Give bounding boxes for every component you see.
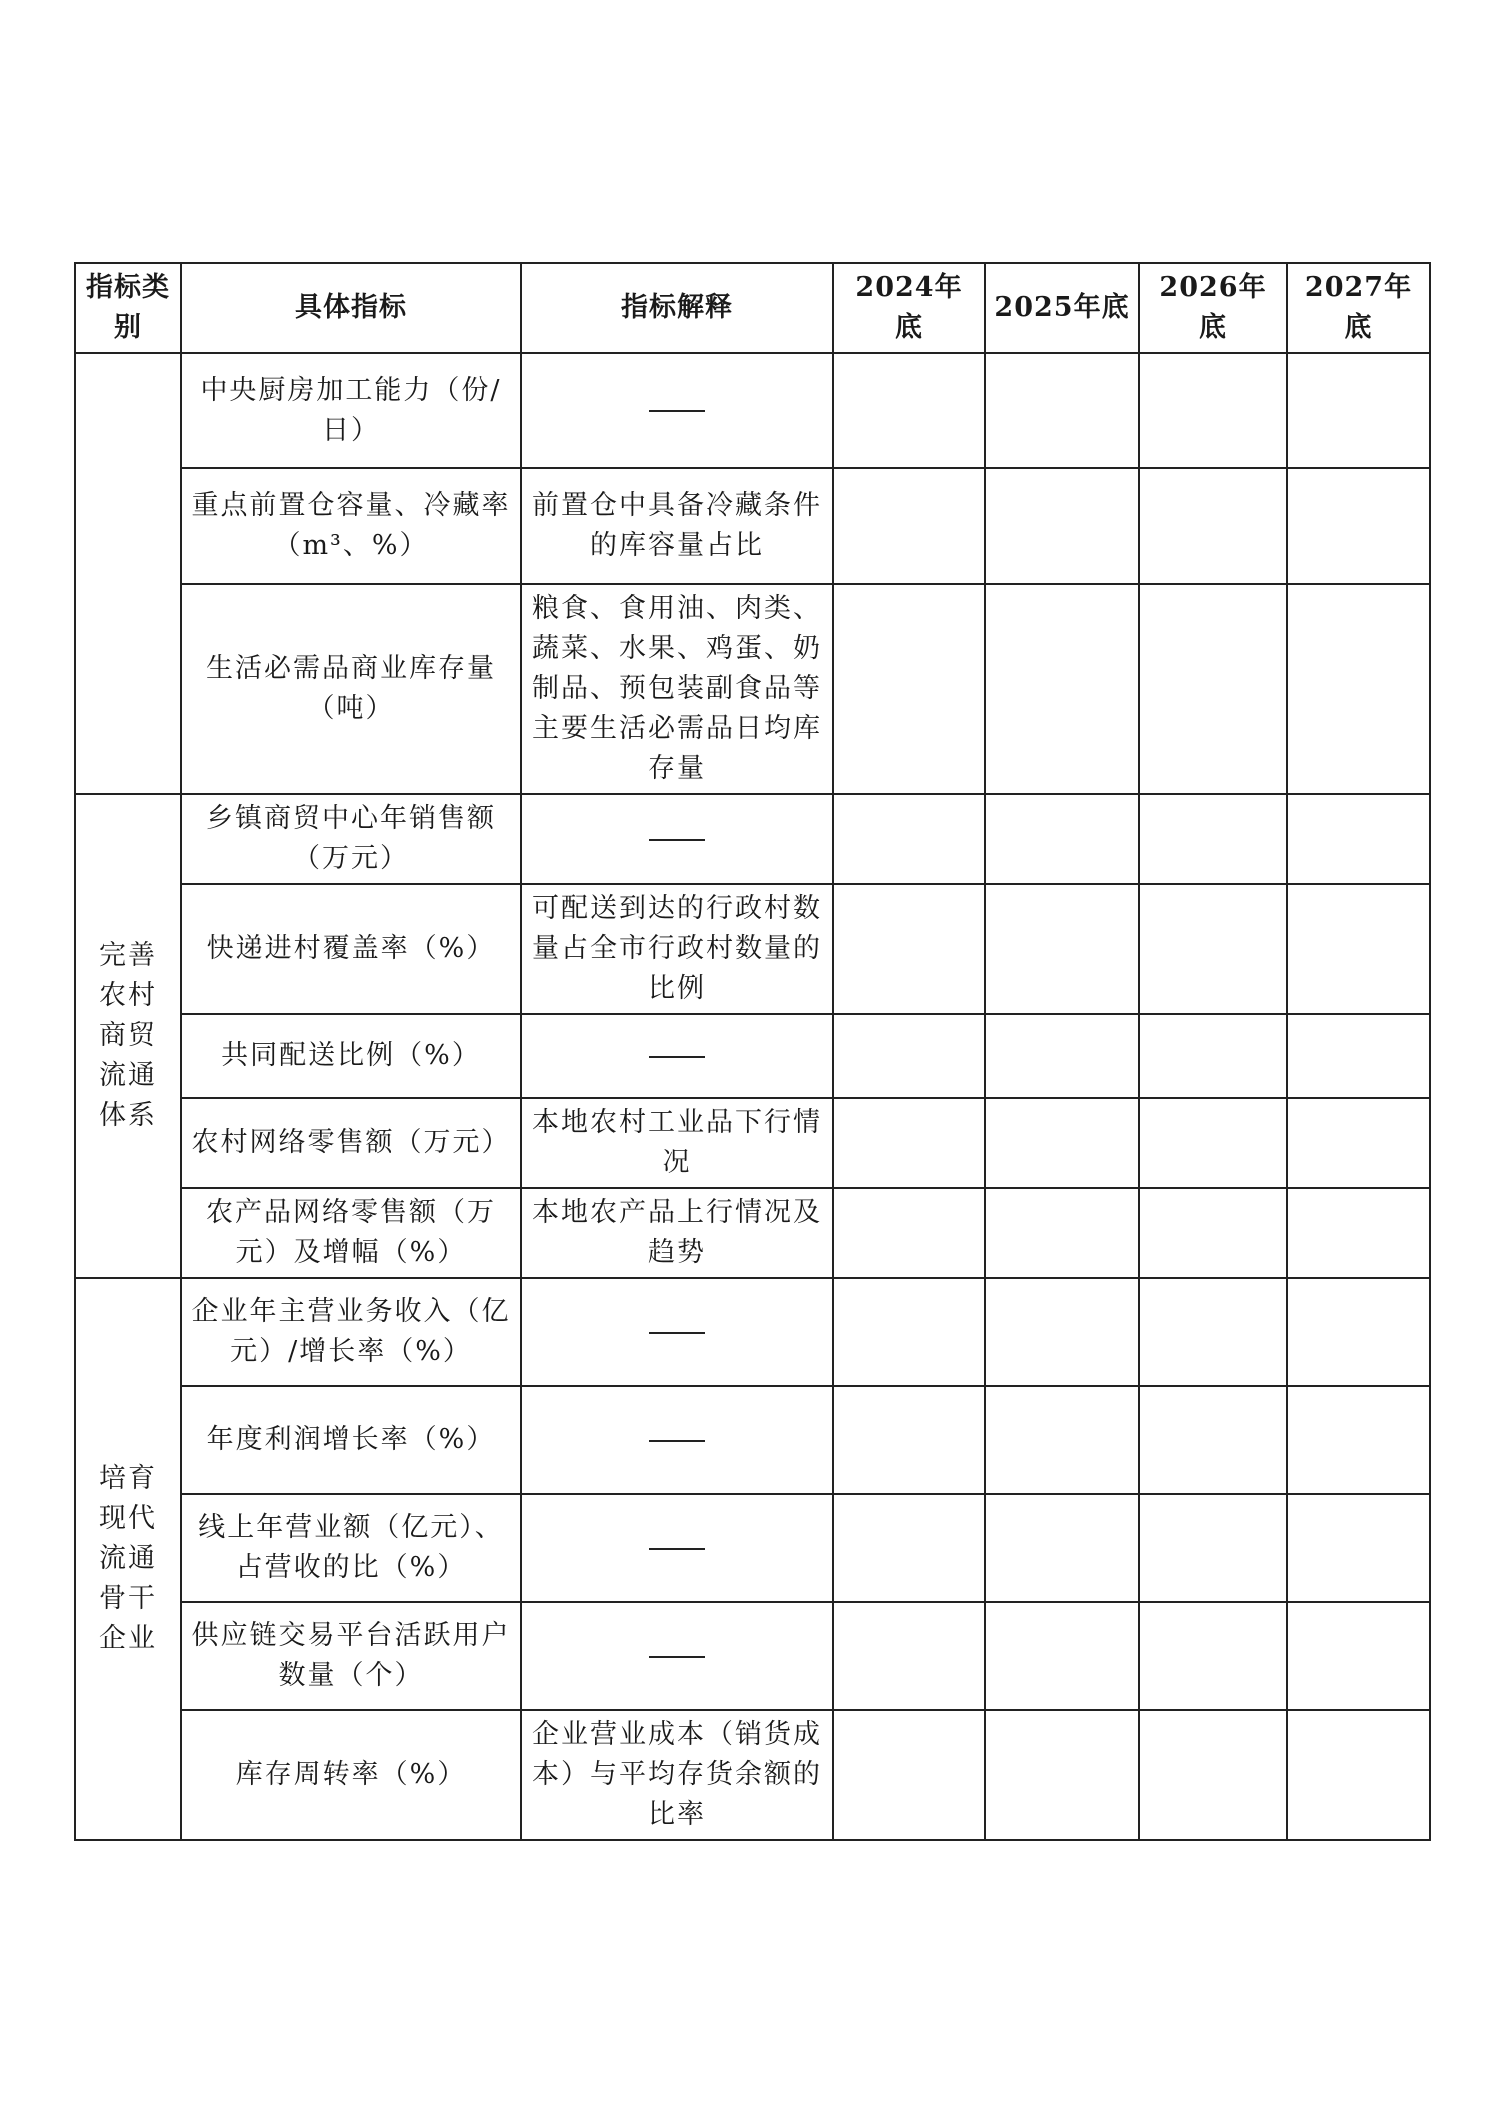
year-value-cell xyxy=(985,353,1139,468)
year-value-cell xyxy=(833,794,985,884)
table-row xyxy=(75,1098,1430,1188)
year-value-cell xyxy=(985,1386,1139,1494)
year-value-cell xyxy=(985,1710,1139,1840)
year-value-cell xyxy=(985,1494,1139,1602)
year-value-cell xyxy=(1287,1710,1430,1840)
indicator-table xyxy=(74,262,1431,1841)
year-value-cell xyxy=(985,584,1139,794)
year-value-cell xyxy=(985,1602,1139,1710)
year-value-cell xyxy=(985,1278,1139,1386)
year-value-cell xyxy=(1139,584,1287,794)
year-value-cell xyxy=(1287,468,1430,584)
year-value-cell xyxy=(1139,1278,1287,1386)
year-value-cell xyxy=(1139,353,1287,468)
dash-placeholder xyxy=(649,1656,705,1658)
year-value-cell xyxy=(833,1278,985,1386)
year-value-cell xyxy=(1287,794,1430,884)
indicator-cell: 农村网络零售额（万元） xyxy=(181,1098,521,1188)
indicator-cell: 库存周转率（%） xyxy=(181,1710,521,1840)
table-row xyxy=(75,468,1430,584)
indicator-cell: 中央厨房加工能力（份/日） xyxy=(181,353,521,468)
year-value-cell xyxy=(985,1188,1139,1278)
header-year-2024: 2024年底 xyxy=(833,263,985,353)
indicator-cell: 供应链交易平台活跃用户数量（个） xyxy=(181,1602,521,1710)
category-label: 培育现代流通骨干企业 xyxy=(99,1463,157,1654)
indicator-cell: 年度利润增长率（%） xyxy=(181,1386,521,1494)
year-value-cell xyxy=(1287,353,1430,468)
explanation-cell: 可配送到达的行政村数量占全市行政村数量的比例 xyxy=(521,884,833,1014)
year-value-cell xyxy=(833,1710,985,1840)
year-value-cell xyxy=(1287,1494,1430,1602)
explanation-cell xyxy=(521,1278,833,1386)
header-row xyxy=(75,263,1430,353)
indicator-cell: 农产品网络零售额（万元）及增幅（%） xyxy=(181,1188,521,1278)
table-row xyxy=(75,1188,1430,1278)
year-value-cell xyxy=(833,468,985,584)
header-year-2027: 2027年底 xyxy=(1287,263,1430,353)
year-value-cell xyxy=(985,884,1139,1014)
year-value-cell xyxy=(1139,1494,1287,1602)
header-category: 指标类别 xyxy=(75,263,181,353)
year-value-cell xyxy=(1139,884,1287,1014)
table-row xyxy=(75,1494,1430,1602)
header-indicator: 具体指标 xyxy=(181,263,521,353)
year-value-cell xyxy=(1287,1278,1430,1386)
header-explanation: 指标解释 xyxy=(521,263,833,353)
year-value-cell xyxy=(1287,1386,1430,1494)
table-row xyxy=(75,794,1430,884)
table-row xyxy=(75,1278,1430,1386)
year-value-cell xyxy=(833,884,985,1014)
header-year-2025: 2025年底 xyxy=(985,263,1139,353)
indicator-cell: 快递进村覆盖率（%） xyxy=(181,884,521,1014)
category-label: 完善农村商贸流通体系 xyxy=(99,940,157,1131)
year-value-cell xyxy=(1139,1098,1287,1188)
table-row xyxy=(75,1602,1430,1710)
dash-placeholder xyxy=(649,1332,705,1334)
year-value-cell xyxy=(833,1098,985,1188)
year-value-cell xyxy=(985,1098,1139,1188)
table-row xyxy=(75,353,1430,468)
explanation-cell: 前置仓中具备冷藏条件的库容量占比 xyxy=(521,468,833,584)
dash-placeholder xyxy=(649,839,705,841)
explanation-cell: 企业营业成本（销货成本）与平均存货余额的比率 xyxy=(521,1710,833,1840)
indicator-cell: 乡镇商贸中心年销售额（万元） xyxy=(181,794,521,884)
dash-placeholder xyxy=(649,1056,705,1058)
table-row xyxy=(75,1710,1430,1840)
year-value-cell xyxy=(985,1014,1139,1098)
table-body xyxy=(75,353,1430,1840)
year-value-cell xyxy=(833,1494,985,1602)
explanation-cell xyxy=(521,353,833,468)
indicator-cell: 共同配送比例（%） xyxy=(181,1014,521,1098)
year-value-cell xyxy=(1287,1014,1430,1098)
year-value-cell xyxy=(833,1188,985,1278)
dash-placeholder xyxy=(649,410,705,412)
year-value-cell xyxy=(833,353,985,468)
explanation-cell xyxy=(521,794,833,884)
year-value-cell xyxy=(1139,1014,1287,1098)
year-value-cell xyxy=(1139,1602,1287,1710)
explanation-cell xyxy=(521,1386,833,1494)
table-row xyxy=(75,1014,1430,1098)
category-cell xyxy=(75,794,181,1278)
category-cell xyxy=(75,353,181,794)
year-value-cell xyxy=(1139,1710,1287,1840)
year-value-cell xyxy=(1287,584,1430,794)
explanation-cell xyxy=(521,1014,833,1098)
table-row xyxy=(75,584,1430,794)
year-value-cell xyxy=(1139,794,1287,884)
table-row xyxy=(75,1386,1430,1494)
year-value-cell xyxy=(1287,884,1430,1014)
indicator-cell: 线上年营业额（亿元）、占营收的比（%） xyxy=(181,1494,521,1602)
table-row xyxy=(75,884,1430,1014)
dash-placeholder xyxy=(649,1440,705,1442)
year-value-cell xyxy=(1287,1098,1430,1188)
year-value-cell xyxy=(1139,468,1287,584)
year-value-cell xyxy=(833,584,985,794)
indicator-cell: 重点前置仓容量、冷藏率（m³、%） xyxy=(181,468,521,584)
year-value-cell xyxy=(1139,1386,1287,1494)
explanation-cell: 本地农村工业品下行情况 xyxy=(521,1098,833,1188)
explanation-cell xyxy=(521,1494,833,1602)
year-value-cell xyxy=(833,1014,985,1098)
explanation-cell xyxy=(521,1602,833,1710)
explanation-cell: 粮食、食用油、肉类、蔬菜、水果、鸡蛋、奶制品、预包装副食品等主要生活必需品日均库存量 xyxy=(521,584,833,794)
year-value-cell xyxy=(1287,1602,1430,1710)
explanation-cell: 本地农产品上行情况及趋势 xyxy=(521,1188,833,1278)
dash-placeholder xyxy=(649,1548,705,1550)
category-cell xyxy=(75,1278,181,1840)
year-value-cell xyxy=(985,468,1139,584)
year-value-cell xyxy=(985,794,1139,884)
year-value-cell xyxy=(833,1602,985,1710)
header-year-2026: 2026年底 xyxy=(1139,263,1287,353)
year-value-cell xyxy=(1139,1188,1287,1278)
indicator-cell: 生活必需品商业库存量（吨） xyxy=(181,584,521,794)
year-value-cell xyxy=(833,1386,985,1494)
indicator-cell: 企业年主营业务收入（亿元）/增长率（%） xyxy=(181,1278,521,1386)
year-value-cell xyxy=(1287,1188,1430,1278)
